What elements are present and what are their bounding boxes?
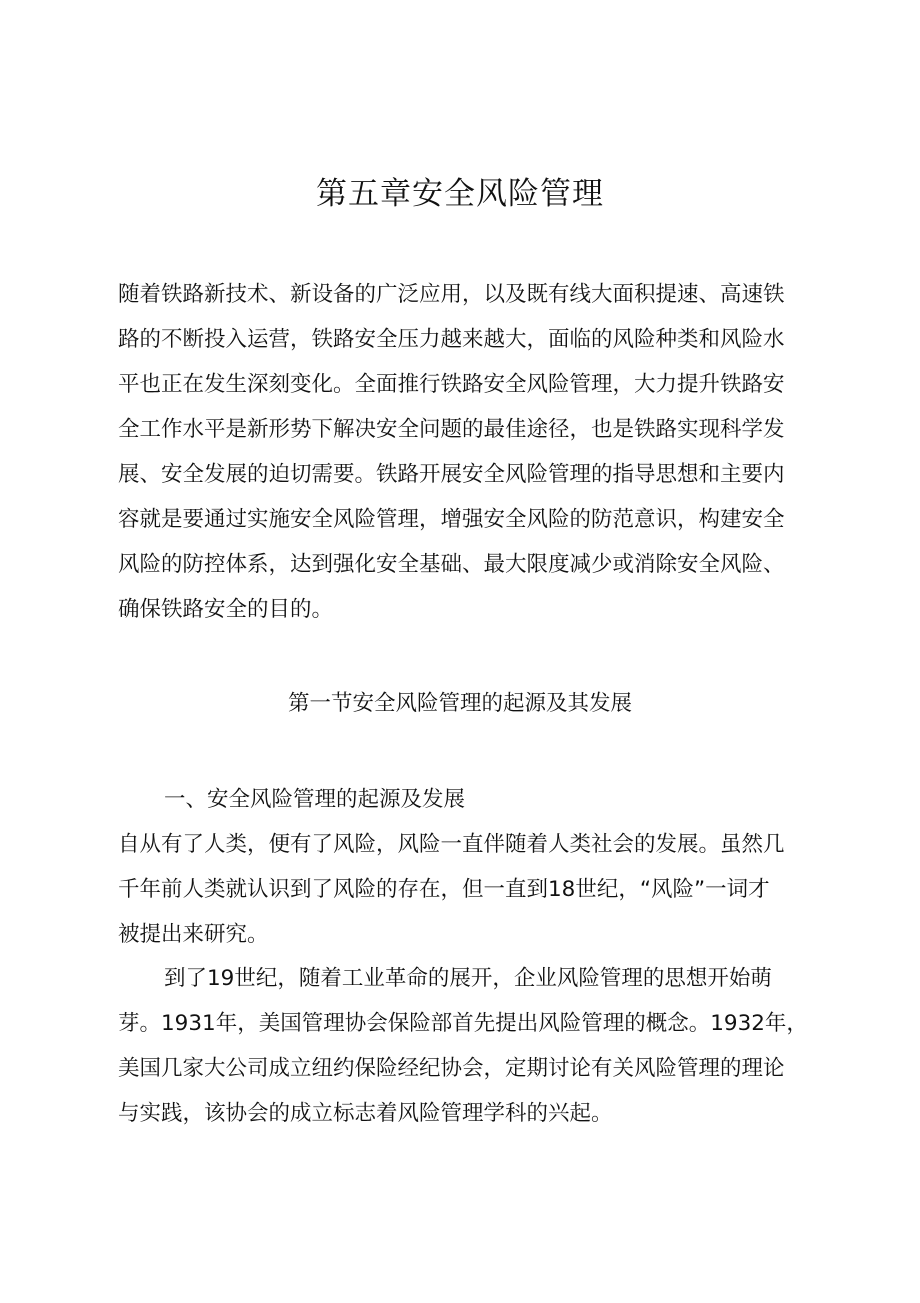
intro-line: 展、安全发展的迫切需要。铁路开展安全风险管理的指导思想和主要内 (118, 462, 785, 487)
intro-line: 路的不断投入运营，铁路安全压力越来越大，面临的风险种类和风险水 (118, 327, 785, 352)
sub-heading: 一、安全风险管理的起源及发展 (164, 787, 466, 812)
paragraph-line: 自从有了人类，便有了风险，风险一直伴随着人类社会的发展。虽然几 (118, 832, 785, 857)
intro-line: 风险的防控体系，达到强化安全基础、最大限度减少或消除安全风险、 (118, 552, 785, 577)
paragraph-line: 千年前人类就认识到了风险的存在，但一直到18世纪，“风险”一词才 (118, 877, 770, 902)
paragraph-line: 与实践，该协会的成立标志着风险管理学科的兴起。 (118, 1101, 613, 1126)
paragraph-line: 芽。1931年，美国管理协会保险部首先提出风险管理的概念。1932年， (118, 1011, 808, 1036)
paragraph-line: 美国几家大公司成立纽约保险经纪协会，定期讨论有关风险管理的理论 (118, 1056, 785, 1081)
paragraph-line: 到了19世纪，随着工业革命的展开，企业风险管理的思想开始萌 (164, 966, 772, 991)
intro-paragraph (118, 272, 802, 632)
paragraph-history (118, 956, 808, 1136)
paragraph-line: 被提出来研究。 (118, 922, 269, 947)
intro-line: 平也正在发生深刻变化。全面推行铁路安全风险管理，大力提升铁路安 (118, 372, 785, 397)
intro-line: 随着铁路新技术、新设备的广泛应用，以及既有线大面积提速、高速铁 (118, 282, 785, 307)
section-title: 第一节安全风险管理的起源及其发展 (287, 691, 632, 716)
intro-line: 全工作水平是新形势下解决安全问题的最佳途径，也是铁路实现科学发 (118, 417, 785, 442)
intro-line: 确保铁路安全的目的。 (118, 597, 334, 622)
intro-line: 容就是要通过实施安全风险管理，增强安全风险的防范意识，构建安全 (118, 507, 785, 532)
paragraph-origin (118, 822, 802, 957)
chapter-title: 第五章安全风险管理 (316, 176, 604, 212)
